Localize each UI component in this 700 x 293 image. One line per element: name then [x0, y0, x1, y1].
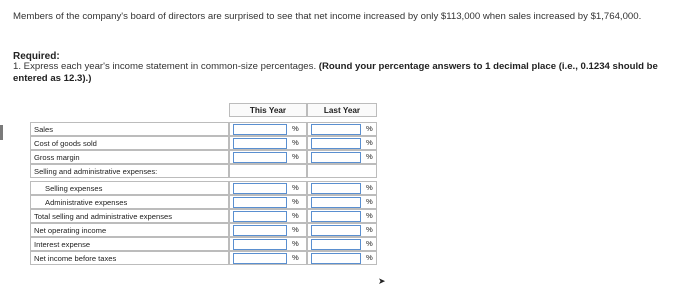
this-year-percent-input[interactable]: [233, 225, 287, 236]
row-label: Sales: [30, 122, 229, 136]
last-year-cell: [307, 164, 377, 178]
this-year-percent-input[interactable]: [233, 152, 287, 163]
row-label: Total selling and administrative expenses: [30, 209, 229, 223]
last-year-percent-input[interactable]: [311, 124, 361, 135]
percent-sign: %: [366, 183, 373, 192]
percent-sign: %: [292, 253, 299, 262]
required-text: 1. Express each year's income statement in common-size percentages.: [13, 61, 317, 72]
row-label: Selling expenses: [30, 181, 229, 195]
row-label: Net income before taxes: [30, 251, 229, 265]
last-year-percent-input[interactable]: [311, 239, 361, 250]
row-label: Net operating income: [30, 223, 229, 237]
row-label: Selling and administrative expenses:: [30, 164, 229, 178]
cursor-arrow-icon: ➤: [378, 276, 386, 286]
percent-sign: %: [366, 239, 373, 248]
required-heading: Required:: [13, 51, 60, 62]
percent-sign: %: [366, 138, 373, 147]
this-year-percent-input[interactable]: [233, 138, 287, 149]
last-year-percent-input[interactable]: [311, 152, 361, 163]
row-label: Administrative expenses: [30, 195, 229, 209]
percent-sign: %: [366, 211, 373, 220]
last-year-percent-input[interactable]: [311, 183, 361, 194]
required-instructions: [13, 61, 673, 85]
this-year-percent-input[interactable]: [233, 124, 287, 135]
this-year-cell: [229, 164, 307, 178]
problem-intro: Members of the company's board of directors are surprised to see that net income increased by only $113,000 when sales increased by $1,764,000.: [13, 11, 642, 22]
last-year-percent-input[interactable]: [311, 225, 361, 236]
last-year-percent-input[interactable]: [311, 253, 361, 264]
last-year-percent-input[interactable]: [311, 211, 361, 222]
percent-sign: %: [292, 138, 299, 147]
last-year-percent-input[interactable]: [311, 197, 361, 208]
this-year-percent-input[interactable]: [233, 239, 287, 250]
percent-sign: %: [366, 124, 373, 133]
percent-sign: %: [292, 152, 299, 161]
percent-sign: %: [292, 197, 299, 206]
percent-sign: %: [366, 225, 373, 234]
rounding-note: (Round your percentage answers to 1 decimal place (i.e., 0.1234 should be entered as 12.3).): [13, 61, 658, 84]
row-label: Cost of goods sold: [30, 136, 229, 150]
this-year-percent-input[interactable]: [233, 211, 287, 222]
col-header-last-year: Last Year: [307, 103, 377, 117]
header-blank: [30, 103, 228, 117]
percent-sign: %: [366, 152, 373, 161]
left-edge-marker: [0, 125, 3, 140]
this-year-percent-input[interactable]: [233, 253, 287, 264]
percent-sign: %: [292, 211, 299, 220]
this-year-percent-input[interactable]: [233, 183, 287, 194]
percent-sign: %: [366, 197, 373, 206]
percent-sign: %: [292, 239, 299, 248]
percent-sign: %: [292, 124, 299, 133]
percent-sign: %: [366, 253, 373, 262]
col-header-this-year: This Year: [229, 103, 307, 117]
percent-sign: %: [292, 183, 299, 192]
this-year-percent-input[interactable]: [233, 197, 287, 208]
last-year-percent-input[interactable]: [311, 138, 361, 149]
percent-sign: %: [292, 225, 299, 234]
row-label: Interest expense: [30, 237, 229, 251]
row-label: Gross margin: [30, 150, 229, 164]
